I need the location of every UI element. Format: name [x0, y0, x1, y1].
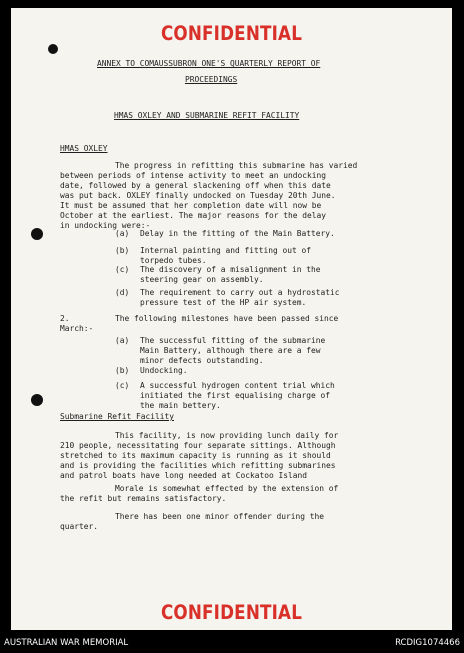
list-item-text: The requirement to carry out a hydrostatic [140, 288, 340, 297]
paragraph-line: There has been one minor offender during the [115, 512, 325, 521]
section-heading-refit: Submarine Refit Facility [60, 412, 175, 421]
paragraph-line: It must be assumed that her completion date will now be [60, 201, 322, 210]
report-subtitle: HMAS OXLEY AND SUBMARINE REFIT FACILITY [114, 111, 300, 120]
list-item-text: The successful fitting of the submarine [140, 336, 326, 345]
paragraph-line: October at the earliest. The major reasons for the delay [60, 211, 327, 220]
paragraph-line: This facility, is now providing lunch daily for [115, 431, 339, 440]
list-item-text: minor defects outstanding. [140, 356, 264, 365]
punch-hole [48, 44, 58, 54]
section-heading-oxley: HMAS OXLEY [60, 144, 108, 153]
list-item-text: the main bettery. [140, 401, 221, 410]
milestones-intro: The following milestones have been passed since [115, 314, 339, 323]
document-page [11, 8, 452, 630]
paragraph-line: and patrol boats have long needed at Cockatoo Island [60, 471, 308, 480]
paragraph-line: the refit but remains satisfactory. [60, 494, 227, 503]
list-item-text: Undocking. [140, 366, 188, 375]
list-marker: (b) [115, 246, 130, 255]
list-marker: (a) [115, 229, 130, 238]
paragraph-line: stretched to its maximum capacity is running as it should [60, 451, 331, 460]
list-item-text: Internal painting and fitting out of [140, 246, 312, 255]
paragraph-line: The progress in refitting this submarine has varied [115, 161, 358, 170]
list-item-text: A successful hydrogen content trial which [140, 381, 335, 390]
punch-hole [31, 394, 43, 406]
paragraph-line: date, followed by a general slackening off when this date [60, 181, 331, 190]
paragraph-line: and is providing the facilities which refitting submarines [60, 461, 336, 470]
list-item-text: Delay in the fitting of the Main Battery. [140, 229, 335, 238]
list-marker: (c) [115, 265, 130, 274]
archive-footer [0, 630, 464, 653]
paragraph-line: Morale is somewhat effected by the extension of [115, 484, 339, 493]
classification-footer: CONFIDENTIAL [160, 601, 303, 624]
list-item-text: Main Battery, although there are a few [140, 346, 321, 355]
paragraph-line: between periods of intense activity to meet an undocking [60, 171, 327, 180]
list-item-text: steering gear on assembly. [140, 275, 264, 284]
list-marker: (b) [115, 366, 130, 375]
archive-reference: RCDIG1074466 [395, 638, 460, 648]
milestones-intro-continued: March:- [60, 324, 94, 333]
paragraph-line: quarter. [60, 522, 99, 531]
punch-hole [31, 228, 43, 240]
list-item-text: initiated the first equalising charge of [140, 391, 331, 400]
list-marker: (a) [115, 336, 130, 345]
paragraph-line: 210 people, necessitating four separate sittings. Although [60, 441, 336, 450]
item-number: 2. [60, 314, 70, 323]
list-marker: (d) [115, 288, 130, 297]
paragraph-line: in undocking were:- [60, 221, 151, 230]
list-marker: (c) [115, 381, 130, 390]
list-item-text: pressure test of the HP air system. [140, 298, 307, 307]
annex-title-line1: ANNEX TO COMAUSSUBRON ONE'S QUARTERLY REPORT OF [97, 59, 321, 68]
list-item-text: The discovery of a misalignment in the [140, 265, 321, 274]
annex-title-line2: PROCEEDINGS [185, 75, 238, 84]
paragraph-line: was put back. OXLEY finally undocked on Tuesday 20th June. [60, 191, 336, 200]
classification-header: CONFIDENTIAL [160, 22, 303, 45]
archive-name: AUSTRALIAN WAR MEMORIAL [4, 638, 129, 648]
list-item-text: torpedo tubes. [140, 256, 207, 265]
